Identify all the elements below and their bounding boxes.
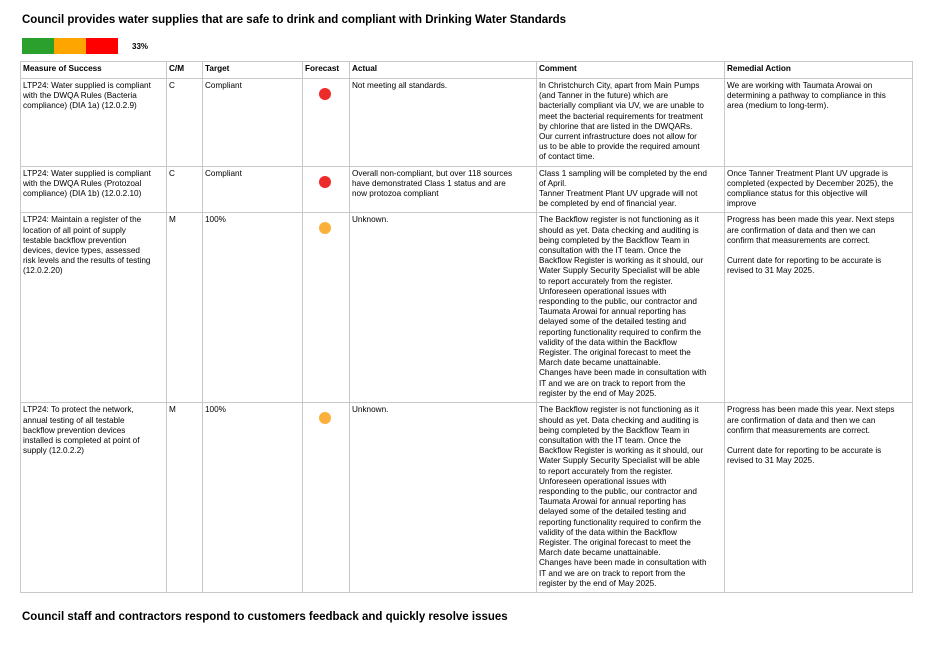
forecast-status-dot <box>319 412 331 424</box>
measure-cell: LTP24: Maintain a register of the location of all point of supply testable backflow prevention devices, device types, assessed risk levels and the results of testing (12.0.2.20) <box>21 213 167 403</box>
table-header-row <box>21 62 913 79</box>
table-row <box>21 166 913 213</box>
cm-cell: M <box>167 403 203 593</box>
forecast-status-dot <box>319 176 331 188</box>
forecast-cell <box>303 166 350 213</box>
table-row <box>21 213 913 403</box>
target-cell: Compliant <box>203 79 303 167</box>
remedial-cell: We are working with Taumata Arowai on determining a pathway to compliance in this area (medium to long-term). <box>725 79 913 167</box>
measure-cell: LTP24: To protect the network, annual testing of all testable backflow prevention devices installed is completed at point of supply (12.0.2.2) <box>21 403 167 593</box>
header-cm: C/M <box>167 62 203 79</box>
header-comment: Comment <box>537 62 725 79</box>
forecast-status-dot <box>319 222 331 234</box>
actual-cell: Overall non-compliant, but over 118 sources have demonstrated Class 1 status and are now protozoa compliant <box>350 166 537 213</box>
measure-cell: LTP24: Water supplied is compliant with the DWQA Rules (Protozoal compliance) (DIA 1b) (12.0.2.10) <box>21 166 167 213</box>
cm-cell: C <box>167 166 203 213</box>
status-segment-amber <box>54 38 86 54</box>
forecast-cell <box>303 79 350 167</box>
section-heading: Council provides water supplies that are safe to drink and compliant with Drinking Water Standards <box>22 14 567 26</box>
target-cell: Compliant <box>203 166 303 213</box>
next-section-heading: Council staff and contractors respond to customers feedback and quickly resolve issues <box>22 611 508 623</box>
cm-cell: M <box>167 213 203 403</box>
target-cell: 100% <box>203 213 303 403</box>
table-row <box>21 79 913 167</box>
header-remedial: Remedial Action <box>725 62 913 79</box>
header-forecast: Forecast <box>303 62 350 79</box>
forecast-cell <box>303 403 350 593</box>
status-bar <box>22 38 118 54</box>
comment-cell: In Christchurch City, apart from Main Pumps (and Tanner in the future) which are bacterially compliant via UV, we are unable to meet the bacterial requirements for treatment by chlorine that are listed in the DWQARs. Our current infrastructure does not allow for us to be able to provide the required amount of contact time. <box>537 79 725 167</box>
forecast-status-dot <box>319 88 331 100</box>
header-target: Target <box>203 62 303 79</box>
comment-cell: Class 1 sampling will be completed by the end of April. Tanner Treatment Plant UV upgrade will not be completed by end of financial year. <box>537 166 725 213</box>
target-cell: 100% <box>203 403 303 593</box>
actual-cell: Unknown. <box>350 403 537 593</box>
cm-cell: C <box>167 79 203 167</box>
remedial-cell: Once Tanner Treatment Plant UV upgrade is completed (expected by December 2025), the compliance status for this objective will improve <box>725 166 913 213</box>
header-actual: Actual <box>350 62 537 79</box>
table-row <box>21 403 913 593</box>
comment-cell: The Backflow register is not functioning as it should as yet. Data checking and auditing is being completed by the Backflow Team in consultation with the IT team. Once the Backflow Register is working as it should, our Water Supply Security Specialist will be able to report accurately from the register. Unforeseen operational issues with responding to the public, our contractor and Taumata Arowai for annual reporting has delayed some of the detailed testing and reporting functionality required to confirm the validity of the data within the Backflow Register. The original forecast to meet the March date became unattainable. Changes have been made in consultation with IT and we are on track to report from the register by the end of May 2025. <box>537 213 725 403</box>
forecast-cell <box>303 213 350 403</box>
status-segment-green <box>22 38 54 54</box>
measures-table <box>20 61 913 593</box>
status-percent: 33% <box>132 42 149 51</box>
status-segment-red <box>86 38 118 54</box>
header-measure: Measure of Success <box>21 62 167 79</box>
remedial-cell: Progress has been made this year. Next steps are confirmation of data and then we can confirm that measurements are correct. Current date for reporting to be accurate is revised to 31 May 2025. <box>725 403 913 593</box>
measure-cell: LTP24: Water supplied is compliant with the DWQA Rules (Bacteria compliance) (DIA 1a) (12.0.2.9) <box>21 79 167 167</box>
actual-cell: Unknown. <box>350 213 537 403</box>
comment-cell: The Backflow register is not functioning as it should as yet. Data checking and auditing is being completed by the Backflow Team in consultation with the IT team. Once the Backflow Register is working as it should, our Water Supply Security Specialist will be able to report accurately from the register. Unforeseen operational issues with responding to the public, our contractor and Taumata Arowai for annual reporting has delayed some of the detailed testing and reporting functionality required to confirm the validity of the data within the Backflow Register. The original forecast to meet the March date became unattainable. Changes have been made in consultation with IT and we are on track to report from the register by the end of May 2025. <box>537 403 725 593</box>
actual-cell: Not meeting all standards. <box>350 79 537 167</box>
remedial-cell: Progress has been made this year. Next steps are confirmation of data and then we can confirm that measurements are correct. Current date for reporting to be accurate is revised to 31 May 2025. <box>725 213 913 403</box>
